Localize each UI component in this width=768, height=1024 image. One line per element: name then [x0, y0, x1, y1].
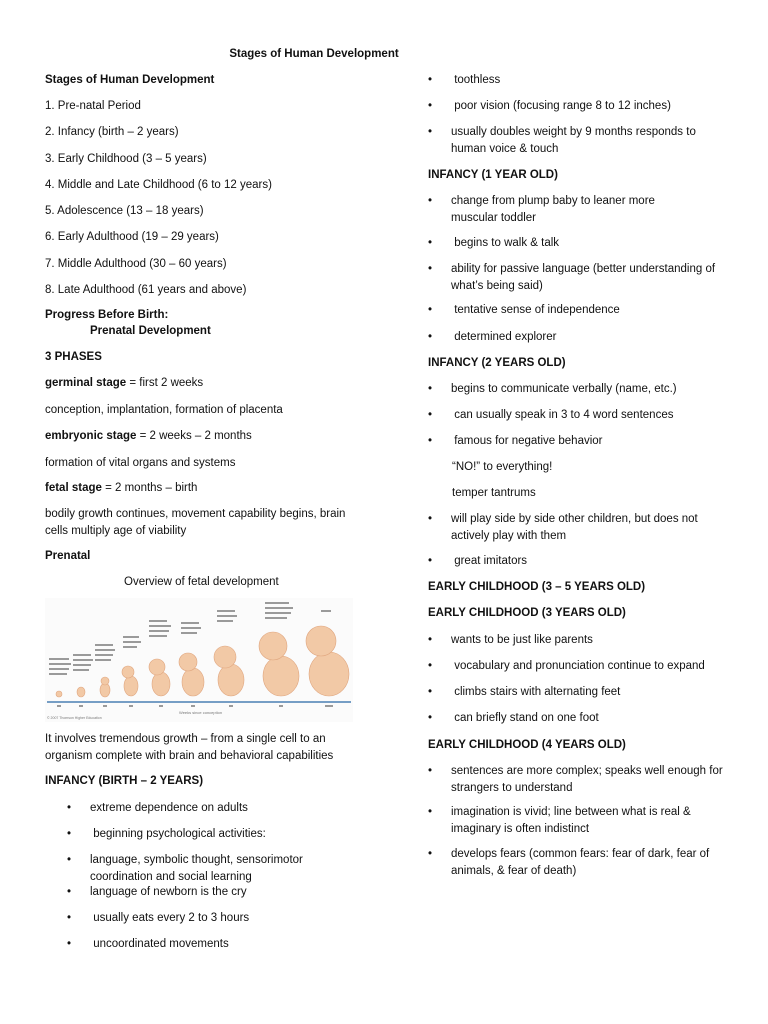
overview-caption: Overview of fetal development [124, 576, 279, 588]
stage-item: 8. Late Adulthood (61 years and above) [45, 284, 247, 296]
bullet: • [67, 938, 72, 950]
stage-item: 7. Middle Adulthood (30 – 60 years) [45, 258, 227, 270]
fetal-range: = 2 months – birth [101, 482, 198, 494]
bullet: • [428, 660, 433, 672]
page-title: Stages of Human Development [229, 48, 399, 60]
stage-item: 3. Early Childhood (3 – 5 years) [45, 153, 207, 165]
fetal-description: bodily growth continues, movement capability begins, brain cells multiply age of viability [45, 508, 346, 537]
bullet: • [428, 712, 433, 724]
early-childhood-heading: EARLY CHILDHOOD (3 – 5 YEARS OLD) [428, 581, 646, 593]
progress-heading: Progress Before Birth: [45, 309, 169, 321]
embryonic-stage-line [45, 428, 252, 445]
fetal-term: fetal stage [45, 482, 102, 494]
bullet: • [428, 435, 433, 447]
prenatal-heading: Prenatal [45, 550, 91, 562]
figure-axis-label: Weeks since conception [179, 710, 223, 715]
bullet: • [428, 409, 433, 421]
early-childhood-3-heading: EARLY CHILDHOOD (3 YEARS OLD) [428, 607, 626, 619]
fetal-development-figure [45, 598, 353, 722]
stage-item: 5. Adolescence (13 – 18 years) [45, 205, 204, 217]
bullet: • [428, 513, 433, 525]
stage-item: 4. Middle and Late Childhood (6 to 12 years) [45, 179, 272, 191]
bullet: • [428, 74, 433, 86]
bullet: • [428, 331, 433, 343]
infancy-1-year-heading: INFANCY (1 YEAR OLD) [428, 169, 558, 181]
bullet: • [67, 828, 72, 840]
embryonic-range: = 2 weeks – 2 months [136, 430, 252, 442]
fetal-stage-line [45, 480, 197, 497]
bullet: • [428, 686, 433, 698]
germinal-range: = first 2 weeks [126, 377, 204, 389]
infancy-heading: INFANCY (BIRTH – 2 YEARS) [45, 775, 204, 787]
bullet: • [428, 806, 433, 818]
temper-tantrums: temper tantrums [452, 487, 536, 499]
figure-copyright: © 2007 Thomson Higher Education [47, 716, 102, 720]
bullet: • [428, 555, 433, 567]
stages-heading: Stages of Human Development [45, 74, 215, 86]
bullet: • [67, 912, 72, 924]
bullet: • [428, 126, 433, 138]
stage-item: 6. Early Adulthood (19 – 29 years) [45, 231, 219, 243]
growth-paragraph: It involves tremendous growth – from a single cell to an organism complete with brain and behavioral capabilities [45, 733, 334, 762]
bullet: • [428, 634, 433, 646]
bullet: • [67, 854, 72, 866]
bullet: • [67, 802, 72, 814]
prenatal-development-heading: Prenatal Development [90, 325, 211, 337]
germinal-description: conception, implantation, formation of placenta [45, 404, 283, 416]
no-to-everything: “NO!” to everything! [452, 461, 553, 473]
stage-item: 1. Pre-natal Period [45, 100, 141, 112]
germinal-term: germinal stage [45, 377, 127, 389]
germinal-stage-line [45, 375, 203, 392]
embryonic-description: formation of vital organs and systems [45, 457, 236, 469]
bullet: • [428, 304, 433, 316]
bullet: • [428, 263, 433, 275]
bullet: • [428, 765, 433, 777]
embryonic-term: embryonic stage [45, 430, 137, 442]
infancy-2-years-heading: INFANCY (2 YEARS OLD) [428, 357, 566, 369]
bullet: • [428, 237, 433, 249]
bullet: • [428, 195, 433, 207]
stage-item: 2. Infancy (birth – 2 years) [45, 126, 179, 138]
bullet: • [67, 886, 72, 898]
bullet: • [428, 100, 433, 112]
bullet: • [428, 383, 433, 395]
phases-heading: 3 PHASES [45, 351, 102, 363]
early-childhood-4-heading: EARLY CHILDHOOD (4 YEARS OLD) [428, 739, 626, 751]
bullet: • [428, 848, 433, 860]
